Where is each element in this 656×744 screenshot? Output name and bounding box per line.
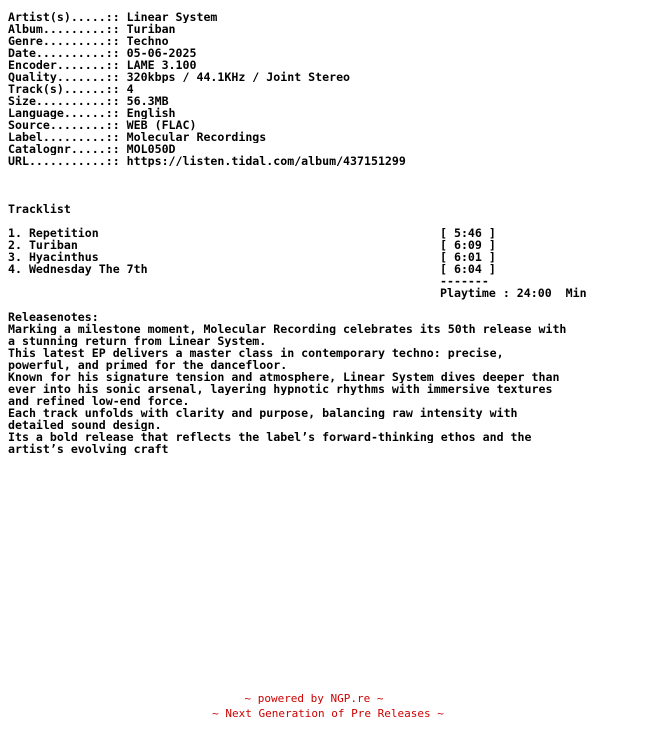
- releasenotes-line: Its a bold release that reflects the label’s forward-thinking ethos and the: [8, 431, 532, 443]
- info-key: Quality.......::: [8, 71, 127, 83]
- playtime-divider: -------: [440, 274, 489, 288]
- track-title: 2. Turiban: [8, 238, 78, 252]
- info-key: Catalognr.....::: [8, 143, 127, 155]
- releasenotes-line: artist’s evolving craft: [8, 443, 169, 455]
- info-value: 56.3MB: [126, 95, 169, 107]
- spacer: [8, 191, 653, 203]
- releasenotes-line: Each track unfolds with clarity and purpose, balancing raw intensity with: [8, 407, 518, 419]
- info-key: Genre.........::: [8, 35, 127, 47]
- track-title: 3. Hyacinthus: [8, 250, 99, 264]
- releasenotes-line: This latest EP delivers a master class in contemporary techno: precise,: [8, 347, 504, 359]
- nfo-document: [8, 11, 653, 455]
- track-duration: [ 5:46 ]: [440, 226, 496, 240]
- info-value: 320kbps / 44.1KHz / Joint Stereo: [126, 71, 351, 83]
- info-key: Source........::: [8, 119, 127, 131]
- info-value: 4: [126, 83, 134, 95]
- track-row: [8, 227, 653, 239]
- info-value: Techno: [126, 35, 169, 47]
- info-row-album: [8, 23, 653, 35]
- track-duration: [ 6:01 ]: [440, 250, 496, 264]
- info-row-encoder: [8, 59, 653, 71]
- info-row-url: [8, 155, 653, 167]
- info-key: Album.........::: [8, 23, 127, 35]
- info-row-size: [8, 95, 653, 107]
- spacer: [8, 167, 653, 179]
- info-key: Language......::: [8, 107, 127, 119]
- info-row-label: [8, 131, 653, 143]
- info-key: Size..........::: [8, 95, 127, 107]
- info-value: Turiban: [126, 23, 176, 35]
- info-value: English: [126, 107, 176, 119]
- info-value: WEB (FLAC): [126, 119, 197, 131]
- track-row: [8, 263, 653, 275]
- release-info-block: [8, 11, 653, 167]
- info-key: Label.........::: [8, 131, 127, 143]
- info-value: LAME 3.100: [126, 59, 197, 71]
- track-title: 1. Repetition: [8, 226, 99, 240]
- info-row-language: [8, 107, 653, 119]
- tracklist-section: [8, 203, 653, 299]
- spacer: [8, 179, 653, 191]
- releasenotes-line: a stunning return from Linear System.: [8, 335, 267, 347]
- releasenotes-line: ever into his sonic arsenal, layering hypnotic rhythms with immersive textures: [8, 383, 553, 395]
- releasenotes-heading: Releasenotes:: [8, 311, 99, 323]
- spacer: [8, 299, 653, 311]
- info-row-source: [8, 119, 653, 131]
- footer-powered-by: ~ powered by NGP.re ~: [244, 692, 384, 705]
- info-value: Linear System: [126, 11, 218, 23]
- info-key: Date..........::: [8, 47, 127, 59]
- track-duration: [ 6:04 ]: [440, 262, 496, 276]
- releasenotes-line: Known for his signature tension and atmosphere, Linear System dives deeper than: [8, 371, 560, 383]
- info-key: Encoder.......::: [8, 59, 127, 71]
- releasenotes-line: and refined low-end force.: [8, 395, 190, 407]
- info-key: URL...........::: [8, 155, 127, 167]
- info-value: https://listen.tidal.com/album/437151299: [126, 155, 406, 167]
- track-row: [8, 239, 653, 251]
- info-row-artist: [8, 11, 653, 23]
- info-row-catalognr: [8, 143, 653, 155]
- footer-tagline: ~ Next Generation of Pre Releases ~: [212, 707, 444, 720]
- info-row-tracks: [8, 83, 653, 95]
- info-key: Artist(s).....::: [8, 11, 127, 23]
- releasenotes-line: Marking a milestone moment, Molecular Recording celebrates its 50th release with: [8, 323, 567, 335]
- playtime-total: Playtime : 24:00 Min: [440, 286, 587, 300]
- releasenotes-line: powerful, and primed for the dancefloor.: [8, 359, 288, 371]
- spacer: [8, 215, 653, 227]
- info-value: MOL050D: [126, 143, 176, 155]
- track-duration: [ 6:09 ]: [440, 238, 496, 252]
- releasenotes-section: [8, 311, 653, 455]
- track-title: 4. Wednesday The 7th: [8, 262, 148, 276]
- info-key: Track(s)......::: [8, 83, 127, 95]
- tracklist-heading: Tracklist: [8, 203, 71, 215]
- info-value: Molecular Recordings: [126, 131, 267, 143]
- releasenotes-line: detailed sound design.: [8, 419, 162, 431]
- info-row-date: [8, 47, 653, 59]
- info-row-quality: [8, 71, 653, 83]
- info-row-genre: [8, 35, 653, 47]
- info-value: 05-06-2025: [126, 47, 197, 59]
